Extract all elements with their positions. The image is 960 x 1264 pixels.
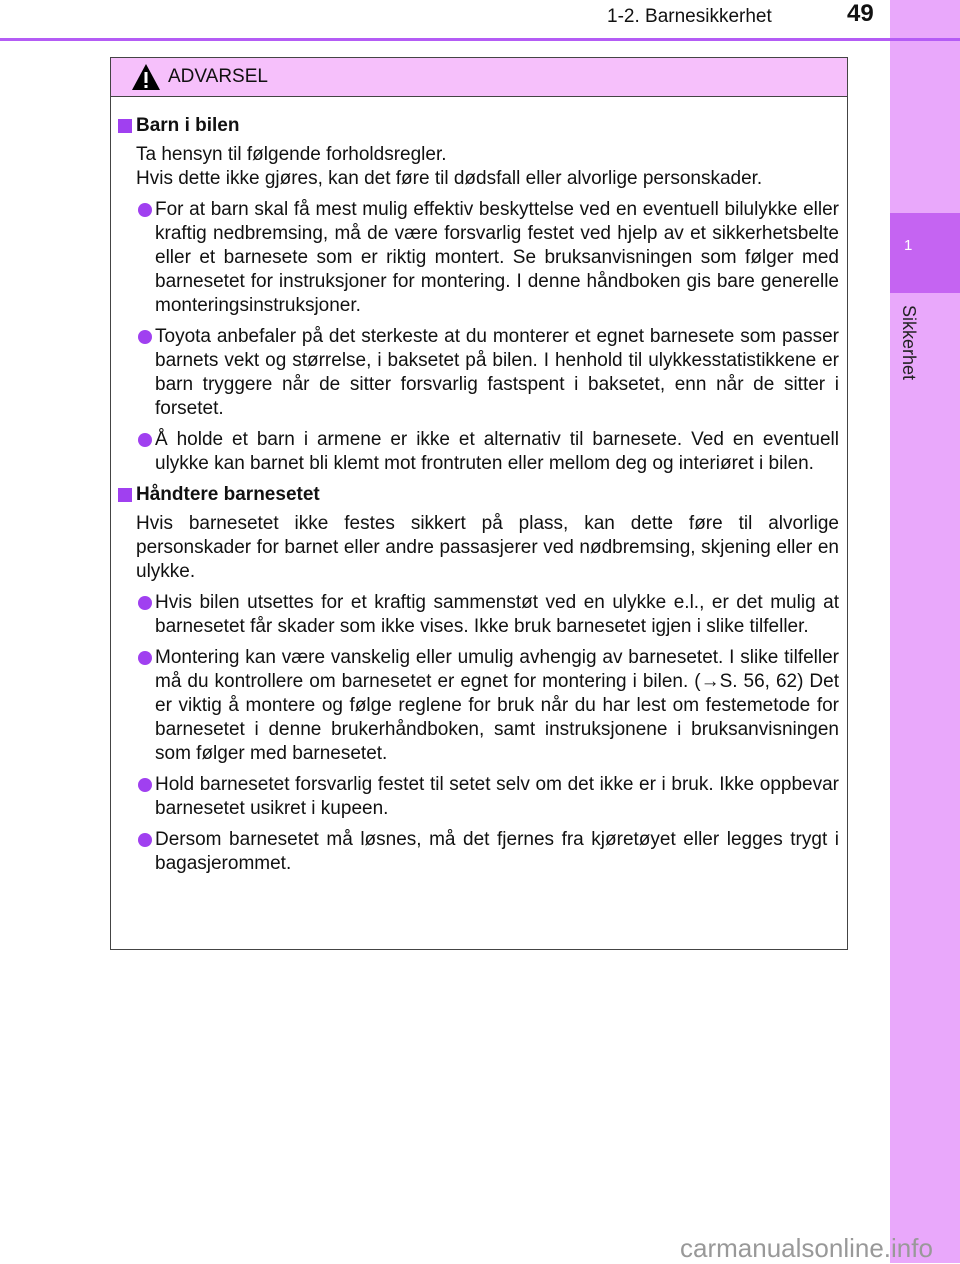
bullet-dot-icon xyxy=(138,833,152,847)
warning-icon xyxy=(131,63,161,91)
intro-paragraph xyxy=(136,143,839,191)
bullet-item xyxy=(155,646,839,766)
bullet-dot-icon xyxy=(138,778,152,792)
bullet-item xyxy=(155,198,839,318)
page-number: 49 xyxy=(847,0,874,27)
warning-header xyxy=(111,58,847,97)
header-divider xyxy=(0,38,960,41)
chapter-sidebar xyxy=(890,0,960,1263)
bullet-text: Hvis bilen utsettes for et kraftig sammenstøt ved en ulykke e.l., er det mulig at barnesetet får skader som ikke vises. Ikke bruk barnesetet igjen i slike tilfeller. xyxy=(155,592,839,637)
section-heading xyxy=(118,483,839,507)
warning-box xyxy=(110,57,848,950)
bullet-text: Dersom barnesetet må løsnes, må det fjernes fra kjøretøyet eller legges trygt i bagasjerommet. xyxy=(155,829,839,874)
intro-line: Ta hensyn til følgende forholdsregler. xyxy=(136,144,447,165)
square-bullet-icon xyxy=(118,119,132,133)
bullet-text: Hold barnesetet forsvarlig festet til setet selv om det ikke er i bruk. Ikke oppbevar barnesetet usikret i kupeen. xyxy=(155,774,839,819)
bullet-text: Toyota anbefaler på det sterkeste at du monterer et egnet barnesete som passer barnets vekt og størrelse, i baksetet på bilen. I henhold til ulykkesstatistikkene er barn tryggere når de sitter forsvarlig fastspent i baksetet, enn når de sitter i forsetet. xyxy=(155,326,839,419)
bullet-item xyxy=(155,325,839,421)
intro-paragraph xyxy=(136,512,839,584)
bullet-text: Montering kan være vanskelig eller umulig avhengig av barnesetet. I slike tilfeller må du kontrollere om barnesetet er egnet for montering i bilen. (→S. 56, 62) Det er viktig å montere og følge reglene for bruk når du har lest om festemetode for barnesetet i denne brukerhåndboken, samt instruksjonene i bruksanvisningen som følger med barnesetet. xyxy=(155,647,839,764)
bullet-item xyxy=(155,773,839,821)
section-heading xyxy=(118,114,839,138)
tab-number: 1 xyxy=(904,237,913,254)
warning-title: ADVARSEL xyxy=(168,66,268,87)
heading-text: Håndtere barnesetet xyxy=(136,484,320,505)
bullet-dot-icon xyxy=(138,330,152,344)
chapter-tab[interactable] xyxy=(890,213,960,293)
section-title: 1-2. Barnesikkerhet xyxy=(607,6,772,27)
square-bullet-icon xyxy=(118,488,132,502)
warning-content xyxy=(111,97,847,876)
bullet-dot-icon xyxy=(138,203,152,217)
chapter-label: Sikkerhet xyxy=(899,305,919,381)
bullet-item xyxy=(155,828,839,876)
bullet-item xyxy=(155,591,839,639)
intro-line: Hvis dette ikke gjøres, kan det føre til dødsfall eller alvorlige personskader. xyxy=(136,168,763,189)
bullet-item xyxy=(155,428,839,476)
heading-text: Barn i bilen xyxy=(136,115,240,136)
bullet-text: For at barn skal få mest mulig effektiv beskyttelse ved en eventuell bilulykke eller kraftig nedbremsing, må de være forsvarlig festet ved hjelp av et sikkerhetsbelte eller et barnesete som er riktig montert. Se bruksanvisningen som følger med barnesetet for instruksjoner for montering. I denne håndboken gis bare generelle monteringsinstruksjoner. xyxy=(155,199,839,316)
bullet-text: Å holde et barn i armene er ikke et alternativ til barnesete. Ved en eventuell ulykke kan barnet bli klemt mot frontruten eller mellom deg og interiøret i bilen. xyxy=(155,429,839,474)
bullet-dot-icon xyxy=(138,433,152,447)
watermark: carmanualsonline.info xyxy=(680,1233,933,1263)
bullet-dot-icon xyxy=(138,651,152,665)
intro-line: Hvis barnesetet ikke festes sikkert på plass, kan dette føre til alvorlige personskader for barnet eller andre passasjerer ved nødbremsing, skjening eller en ulykke. xyxy=(136,513,839,582)
bullet-dot-icon xyxy=(138,596,152,610)
